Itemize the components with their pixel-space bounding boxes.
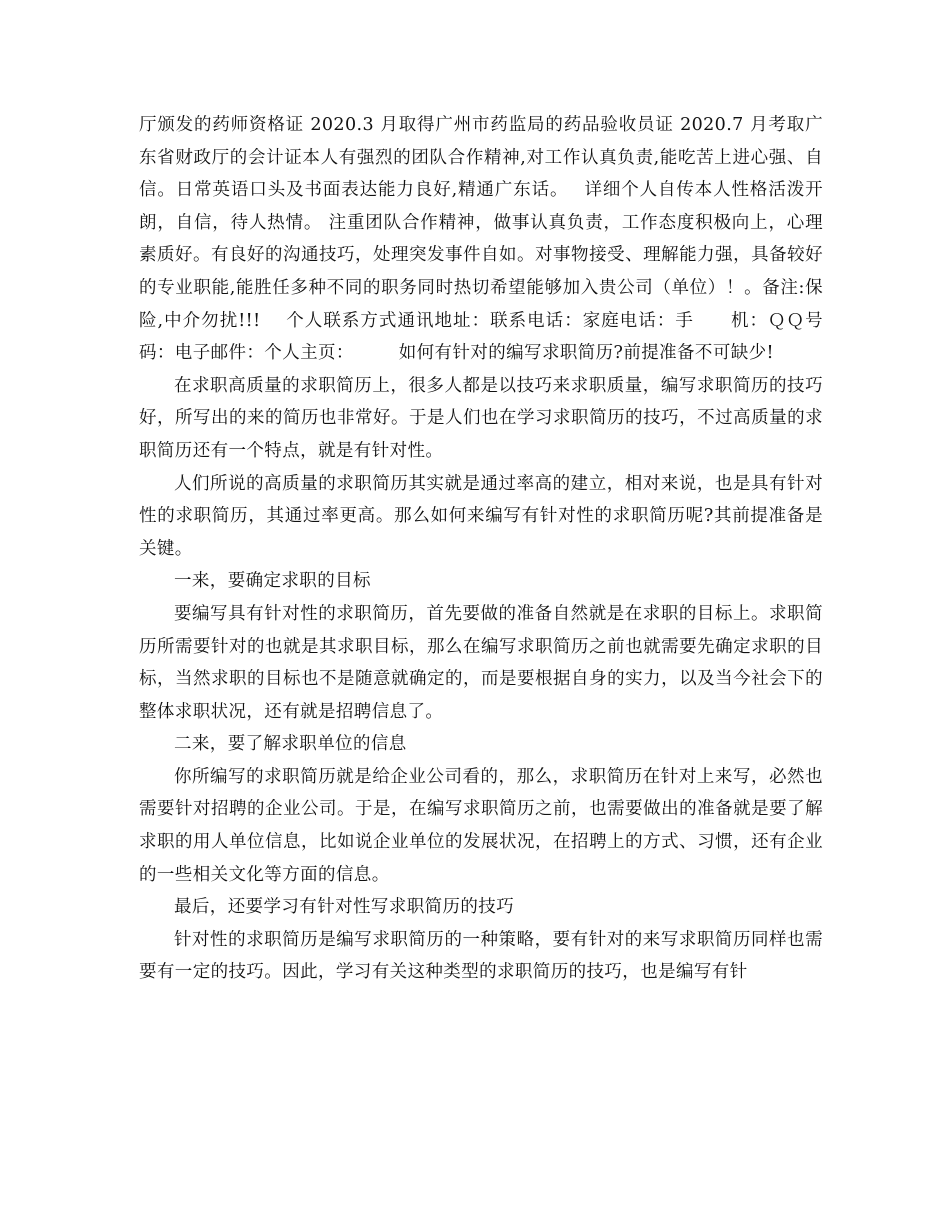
section-heading-2: 二来，要了解求职单位的信息: [174, 734, 407, 755]
paragraph-6: 针对性的求职简历是编写求职简历的一种策略，要有针对的来写求职简历同样也需要有一定的技巧。因此，学习有关这种类型的求职简历的技巧，也是编写有针: [139, 929, 823, 983]
section-heading-3: 最后，还要学习有针对性写求职简历的技巧: [174, 897, 515, 918]
paragraph-2: 在求职高质量的求职简历上，很多人都是以技巧来求职质量，编写求职简历的技巧好，所写出的来的简历也非常好。于是人们也在学习求职简历的技巧，不过高质量的求职简历还有一个特点，就是有针对性。: [139, 375, 823, 461]
document-body: [139, 109, 823, 989]
paragraph-3: 人们所说的高质量的求职简历其实就是通过率高的建立，相对来说，也是具有针对性的求职简历，其通过率更高。那么如何来编写有针对性的求职简历呢?其前提准备是关键。: [139, 473, 823, 559]
paragraph-5: 你所编写的求职简历就是给企业公司看的，那么，求职简历在针对上来写，必然也需要针对招聘的企业公司。于是，在编写求职简历之前，也需要做出的准备就是要了解求职的用人单位信息，比如说企业单位的发展状况，在招聘上的方式、习惯，还有企业的一些相关文化等方面的信息。: [139, 766, 823, 885]
paragraph-4: 要编写具有针对性的求职简历，首先要做的准备自然就是在求职的目标上。求职简历所需要针对的也就是其求职目标，那么在编写求职简历之前也就需要先确定求职的目标，当然求职的目标也不是随意就确定的，而是要根据自身的实力，以及当今社会下的整体求职状况，还有就是招聘信息了。: [139, 603, 823, 722]
paragraph-1: 厅颁发的药师资格证 2020.3 月取得广州市药监局的药品验收员证 2020.7 月考取广东省财政厅的会计证本人有强烈的团队合作精神,对工作认真负责,能吃苦上进心强、自信。日常英语口头及书面表达能力良好,精通广东话。 详细个人自传本人性格活泼开朗，自信，待人热情。 注重团队合作精神，做事认真负责，工作态度积极向上，心理素质好。有良好的沟通技巧，处理突发事件自如。对事物接受、理解能力强，具备较好的专业职能,能胜任多种不同的职务同时热切希望能够加入贵公司（单位）！。备注:保险,中介勿扰!!! 个人联系方式通讯地址：联系电话：家庭电话：手 机：ＱＱ号码：电子邮件：个人主页： 如何有针对的编写求职简历?前提准备不可缺少!: [139, 115, 823, 364]
section-heading-1: 一来，要确定求职的目标: [174, 571, 371, 592]
